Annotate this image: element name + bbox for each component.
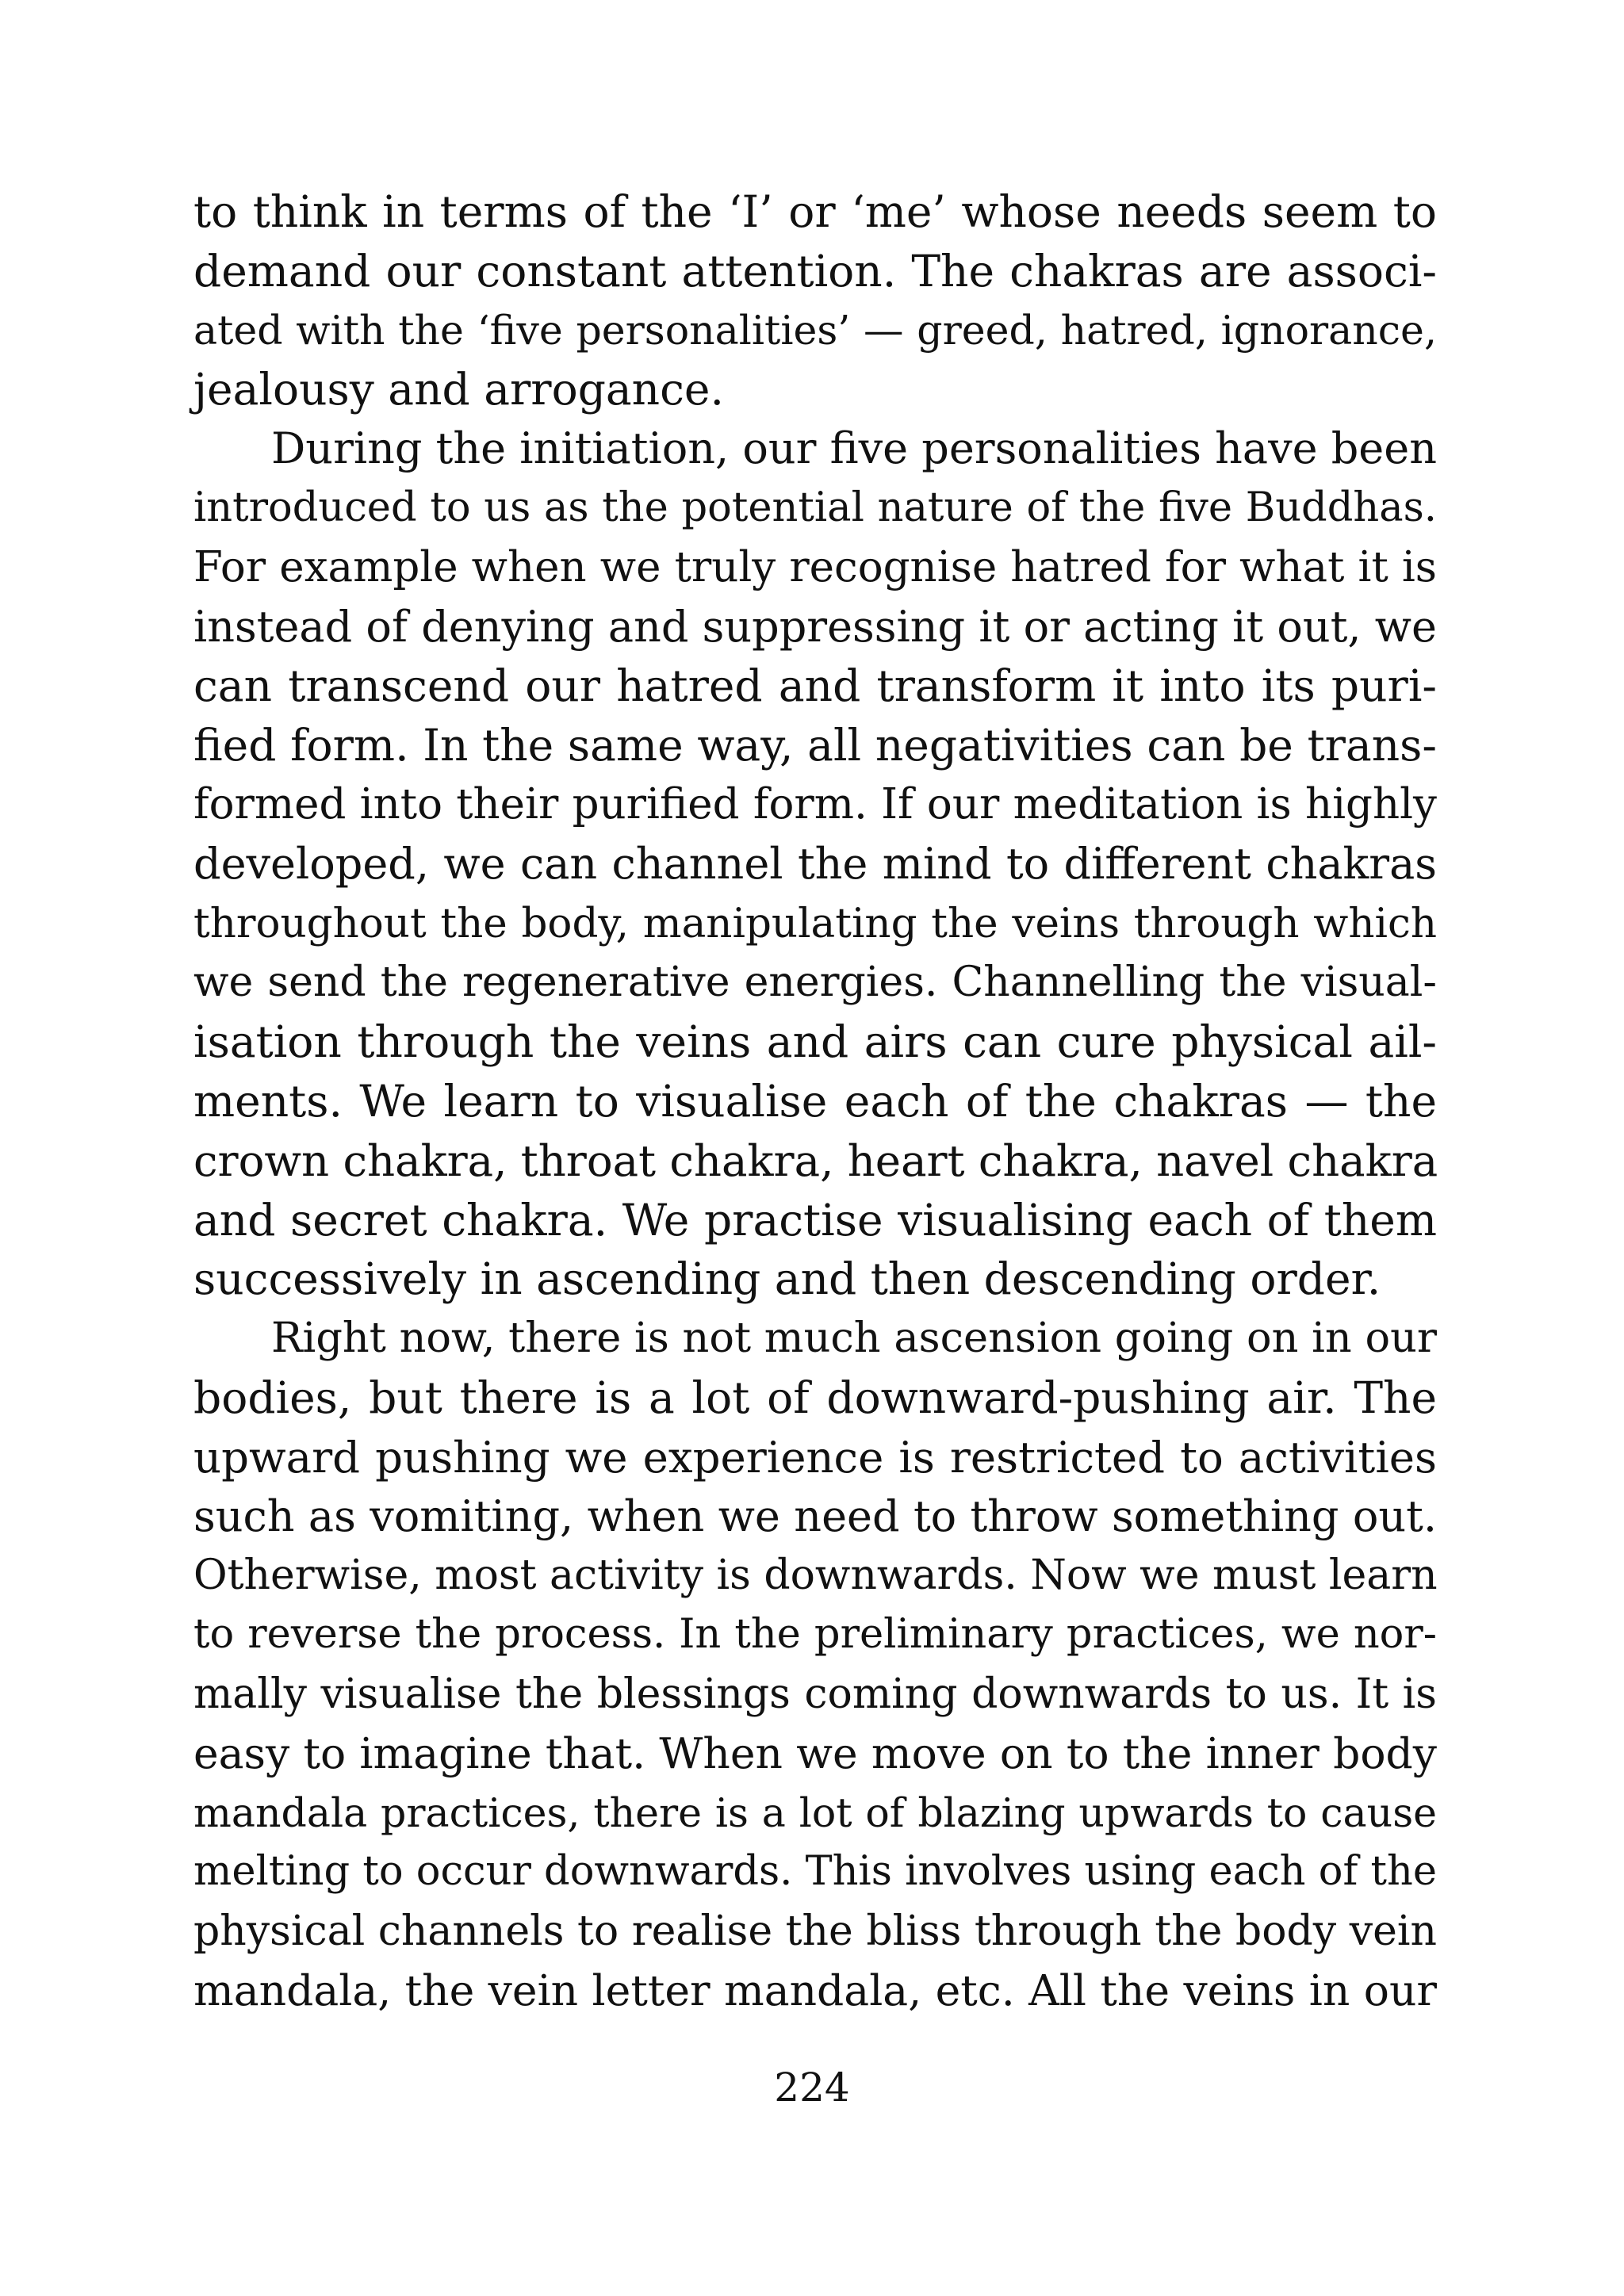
text-line: mandala, the vein letter mandala, etc. All the veins in our: [193, 1965, 1437, 2015]
text-line: successively in ascending and then descending order.: [193, 1253, 1381, 1305]
text-line: jealousy and arrogance.: [193, 364, 724, 415]
text-line: throughout the body, manipulating the veins through which: [193, 899, 1437, 947]
text-line: developed, we can channel the mind to different chakras: [193, 838, 1437, 889]
text-line: Right now, there is not much ascension going on in our: [271, 1314, 1437, 1363]
text-line: and secret chakra. We practise visualising each of them: [193, 1194, 1437, 1246]
text-line: instead of denying and suppressing it or acting it out, we: [193, 601, 1437, 652]
text-line: formed into their purified form. If our meditation is highly: [193, 779, 1437, 828]
text-line: During the initiation, our five personalities have been: [271, 423, 1437, 474]
text-line: physical channels to realise the bliss through the body vein: [193, 1908, 1437, 1956]
text-line: isation through the veins and airs can cure physical ail-: [193, 1016, 1437, 1068]
text-line: easy to imagine that. When we move on to the inner body: [193, 1728, 1437, 1778]
page-number: 224: [774, 2064, 850, 2110]
text-line: introduced to us as the potential nature of the five Buddhas.: [193, 484, 1437, 531]
text-line: mandala practices, there is a lot of blazing upwards to cause: [193, 1789, 1437, 1836]
text-line: ated with the ‘five personalities’ — greed, hatred, ignorance,: [193, 306, 1437, 354]
text-line: bodies, but there is a lot of downward-pushing air. The: [193, 1372, 1437, 1423]
text-line: mally visualise the blessings coming downwards to us. It is: [193, 1670, 1437, 1718]
text-line: fied form. In the same way, all negativities can be trans-: [193, 720, 1437, 771]
body-text: [193, 182, 1437, 2021]
text-line: For example when we truly recognise hatred for what it is: [193, 542, 1437, 591]
text-line: upward pushing we experience is restricted to activities: [193, 1431, 1437, 1483]
text-line: crown chakra, throat chakra, heart chakra, navel chakra: [193, 1135, 1438, 1186]
text-line: melting to occur downwards. This involves using each of the: [193, 1848, 1438, 1896]
text-line: can transcend our hatred and transform it into its puri-: [193, 660, 1437, 712]
text-line: ments. We learn to visualise each of the chakras — the: [193, 1075, 1437, 1127]
text-line: Otherwise, most activity is downwards. Now we must learn: [193, 1552, 1438, 1600]
text-line: demand our constant attention. The chakras are associ-: [193, 245, 1437, 297]
text-line: to think in terms of the ‘I’ or ‘me’ whose needs seem to: [193, 186, 1437, 237]
text-line: such as vomiting, when we need to throw something out.: [193, 1490, 1437, 1541]
text-line: to reverse the process. In the preliminary practices, we nor-: [193, 1611, 1437, 1659]
text-line: we send the regenerative energies. Channelling the visual-: [193, 959, 1437, 1007]
